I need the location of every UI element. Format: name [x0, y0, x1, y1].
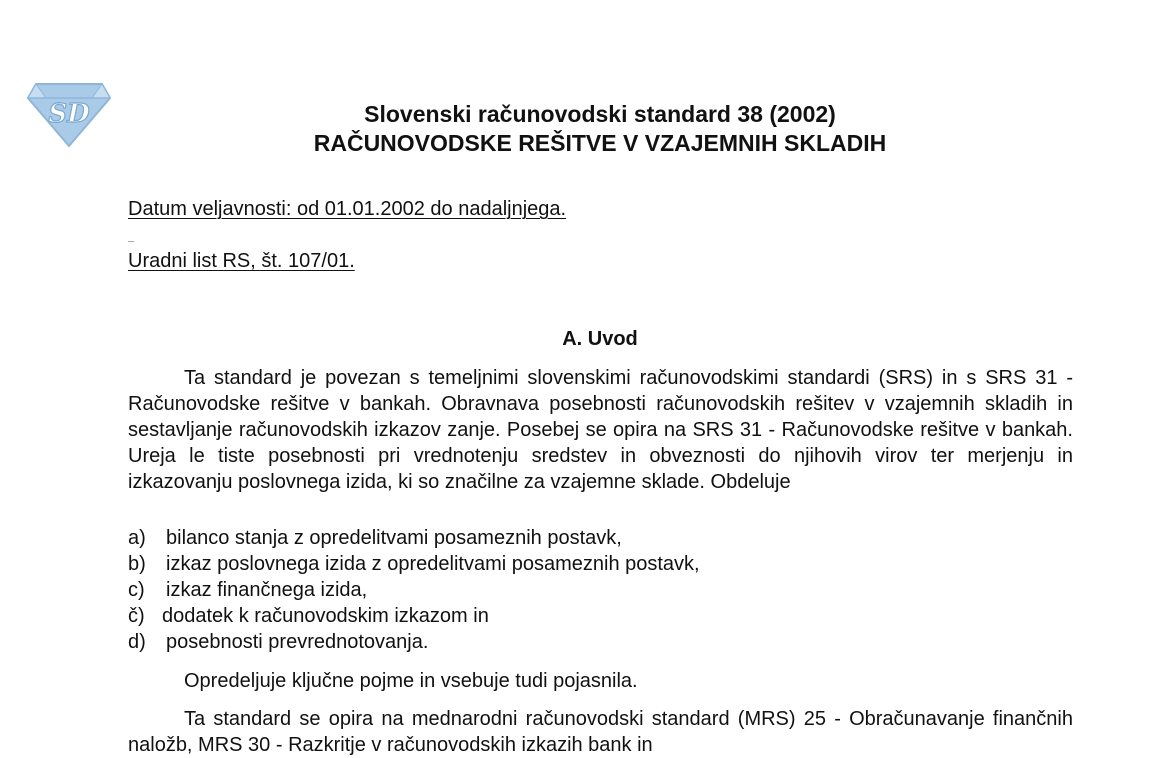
list-marker: b) [128, 553, 146, 575]
list-marker: d) [128, 631, 146, 653]
statements-list [128, 525, 1073, 655]
list-item-text: posebnosti prevrednotovanja. [166, 631, 429, 653]
list-item-text: izkaz finančnega izida, [166, 579, 368, 601]
list-item [128, 577, 1073, 603]
list-item-text: bilanco stanja z opredelitvami posameznih postavk, [166, 527, 622, 549]
title-line-2: RAČUNOVODSKE REŠITVE V VZAJEMNIH SKLADIH [313, 130, 887, 156]
decorative-mark [128, 241, 134, 242]
list-item-text: izkaz poslovnega izida z opredelitvami posameznih postavk, [166, 553, 700, 575]
list-item-text: dodatek k računovodskim izkazom in [162, 605, 489, 627]
document-title [0, 100, 1157, 158]
list-item [128, 603, 1073, 629]
list-marker: č) [128, 605, 145, 627]
list-marker: a) [128, 527, 146, 549]
key-terms-paragraph: Opredeljuje ključne pojme in vsebuje tudi pojasnila. [184, 670, 638, 692]
validity-date: Datum veljavnosti: od 01.01.2002 do nadaljnjega. [128, 198, 567, 220]
mrs-reference-paragraph: Ta standard se opira na mednarodni računovodski standard (MRS) 25 - Obračunavanje finančnih naložb, MRS 30 - Razkritje v računovodskih izkazih bank in [128, 708, 1073, 756]
logo-letters: SD [48, 99, 90, 129]
list-item [128, 629, 1073, 655]
title-line-1: Slovenski računovodski standard 38 (2002) [364, 101, 836, 127]
list-item [128, 551, 1073, 577]
section-heading: A. Uvod [562, 328, 638, 350]
list-marker: c) [128, 579, 145, 601]
official-gazette-reference: Uradni list RS, št. 107/01. [128, 250, 355, 272]
intro-paragraph: Ta standard je povezan s temeljnimi slovenskimi računovodskimi standardi (SRS) in s SRS 31 - Računovodske rešitve v bankah. Obravnava posebnosti računovodskih rešitev v vzajemnih skladih in sestavljanje računovodskih izkazov zanje. Posebej se opira na SRS 31 - Računovodske rešitve v bankah. Ureja le tiste posebnosti pri vrednotenju sredstev in obveznosti do njihovih virov ter merjenju in izkazovanju poslovnega izida, ki so značilne za vzajemne sklade. Obdeluje [128, 367, 1073, 493]
list-item [128, 525, 1073, 551]
